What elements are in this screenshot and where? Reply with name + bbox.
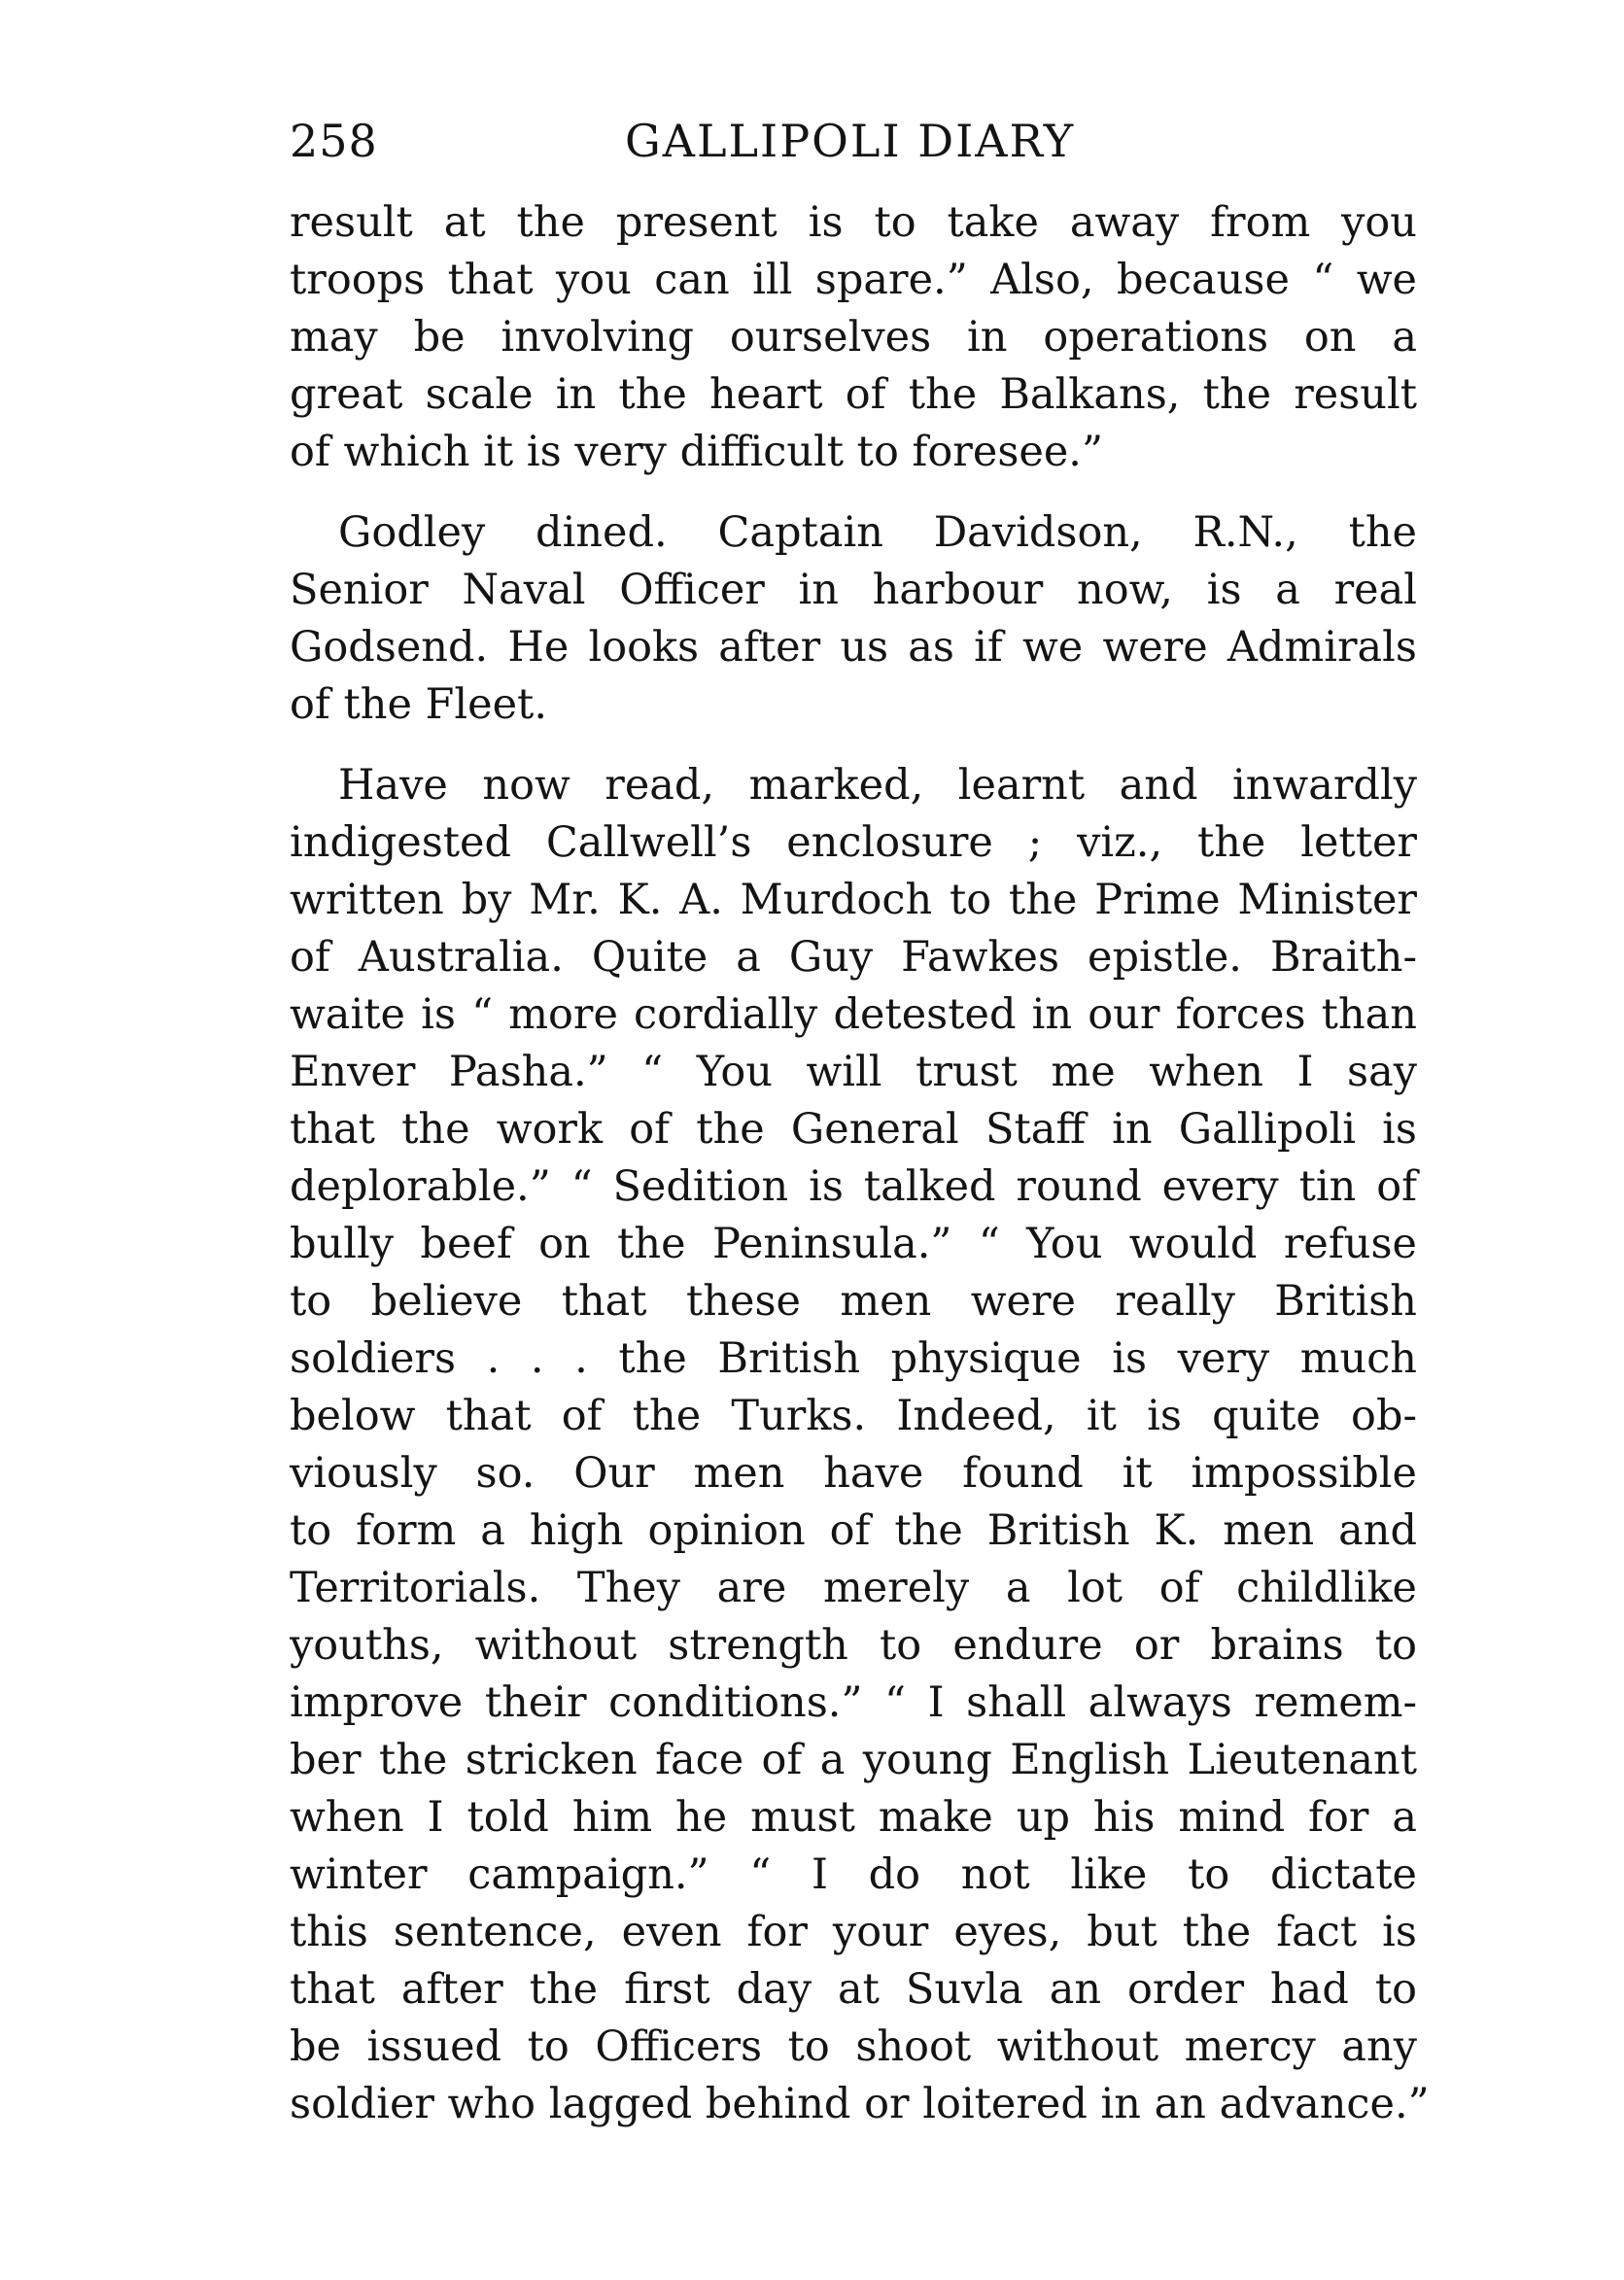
text-line: deplorable.” “ Sedition is talked round every tin of	[290, 1162, 1417, 1211]
text-line: to form a high opinion of the British K. men and	[290, 1506, 1417, 1555]
text-line: great scale in the heart of the Balkans, the result	[290, 370, 1417, 419]
text-line: bully beef on the Peninsula.” “ You would refuse	[290, 1220, 1417, 1268]
text-line: to believe that these men were really British	[290, 1277, 1417, 1326]
text-line: indigested Callwell’s enclosure ; viz., the letter	[290, 818, 1417, 867]
text-line: troops that you can ill spare.” Also, because “ we	[290, 256, 1417, 304]
text-line: when I told him he must make up his mind for a	[290, 1793, 1417, 1842]
text-line: improve their conditions.” “ I shall always remem-	[290, 1678, 1417, 1727]
text-line: viously so. Our men have found it impossible	[290, 1449, 1417, 1498]
paragraph-1	[290, 194, 1417, 481]
text-line: of the Fleet.	[290, 680, 547, 729]
text-line: winter campaign.” “ I do not like to dictate	[290, 1850, 1417, 1899]
text-line: below that of the Turks. Indeed, it is quite ob-	[290, 1392, 1417, 1440]
text-line: that the work of the General Staff in Gallipoli is	[290, 1105, 1417, 1154]
text-line: Have now read, marked, learnt and inwardly	[338, 761, 1417, 810]
paragraph-2	[290, 504, 1417, 734]
text-line: Senior Naval Officer in harbour now, is a real	[290, 566, 1417, 614]
body-text	[290, 194, 1430, 2157]
page-number: 258	[290, 115, 378, 167]
text-line: result at the present is to take away from you	[290, 198, 1417, 247]
text-line: may be involving ourselves in operations on a	[290, 313, 1417, 362]
text-line: ber the stricken face of a young English Lieutenant	[290, 1736, 1417, 1784]
text-line: written by Mr. K. A. Murdoch to the Prime Minister	[290, 876, 1417, 924]
text-line: Godsend. He looks after us as if we were Admirals	[290, 623, 1417, 672]
text-line: this sentence, even for your eyes, but the fact is	[290, 1908, 1417, 1956]
text-line: Enver Pasha.” “ You will trust me when I say	[290, 1048, 1417, 1096]
text-line: soldiers . . . the British physique is very much	[290, 1334, 1417, 1383]
text-line: Territorials. They are merely a lot of childlike	[290, 1564, 1417, 1612]
text-line: of Australia. Quite a Guy Fawkes epistle. Braith-	[290, 933, 1417, 982]
text-line: waite is “ more cordially detested in our forces than	[290, 990, 1417, 1039]
text-line: Godley dined. Captain Davidson, R.N., the	[338, 508, 1417, 557]
text-line: be issued to Officers to shoot without mercy any	[290, 2022, 1417, 2071]
page-header	[290, 109, 1417, 177]
paragraph-3	[290, 757, 1430, 2133]
text-line: youths, without strength to endure or brains to	[290, 1621, 1417, 1670]
text-line: of which it is very difficult to foresee.”	[290, 428, 1103, 476]
text-line: soldier who lagged behind or loitered in an advance.”	[290, 2080, 1430, 2128]
running-title: GALLIPOLI DIARY	[625, 115, 1076, 167]
text-line: that after the first day at Suvla an order had to	[290, 1965, 1417, 2014]
